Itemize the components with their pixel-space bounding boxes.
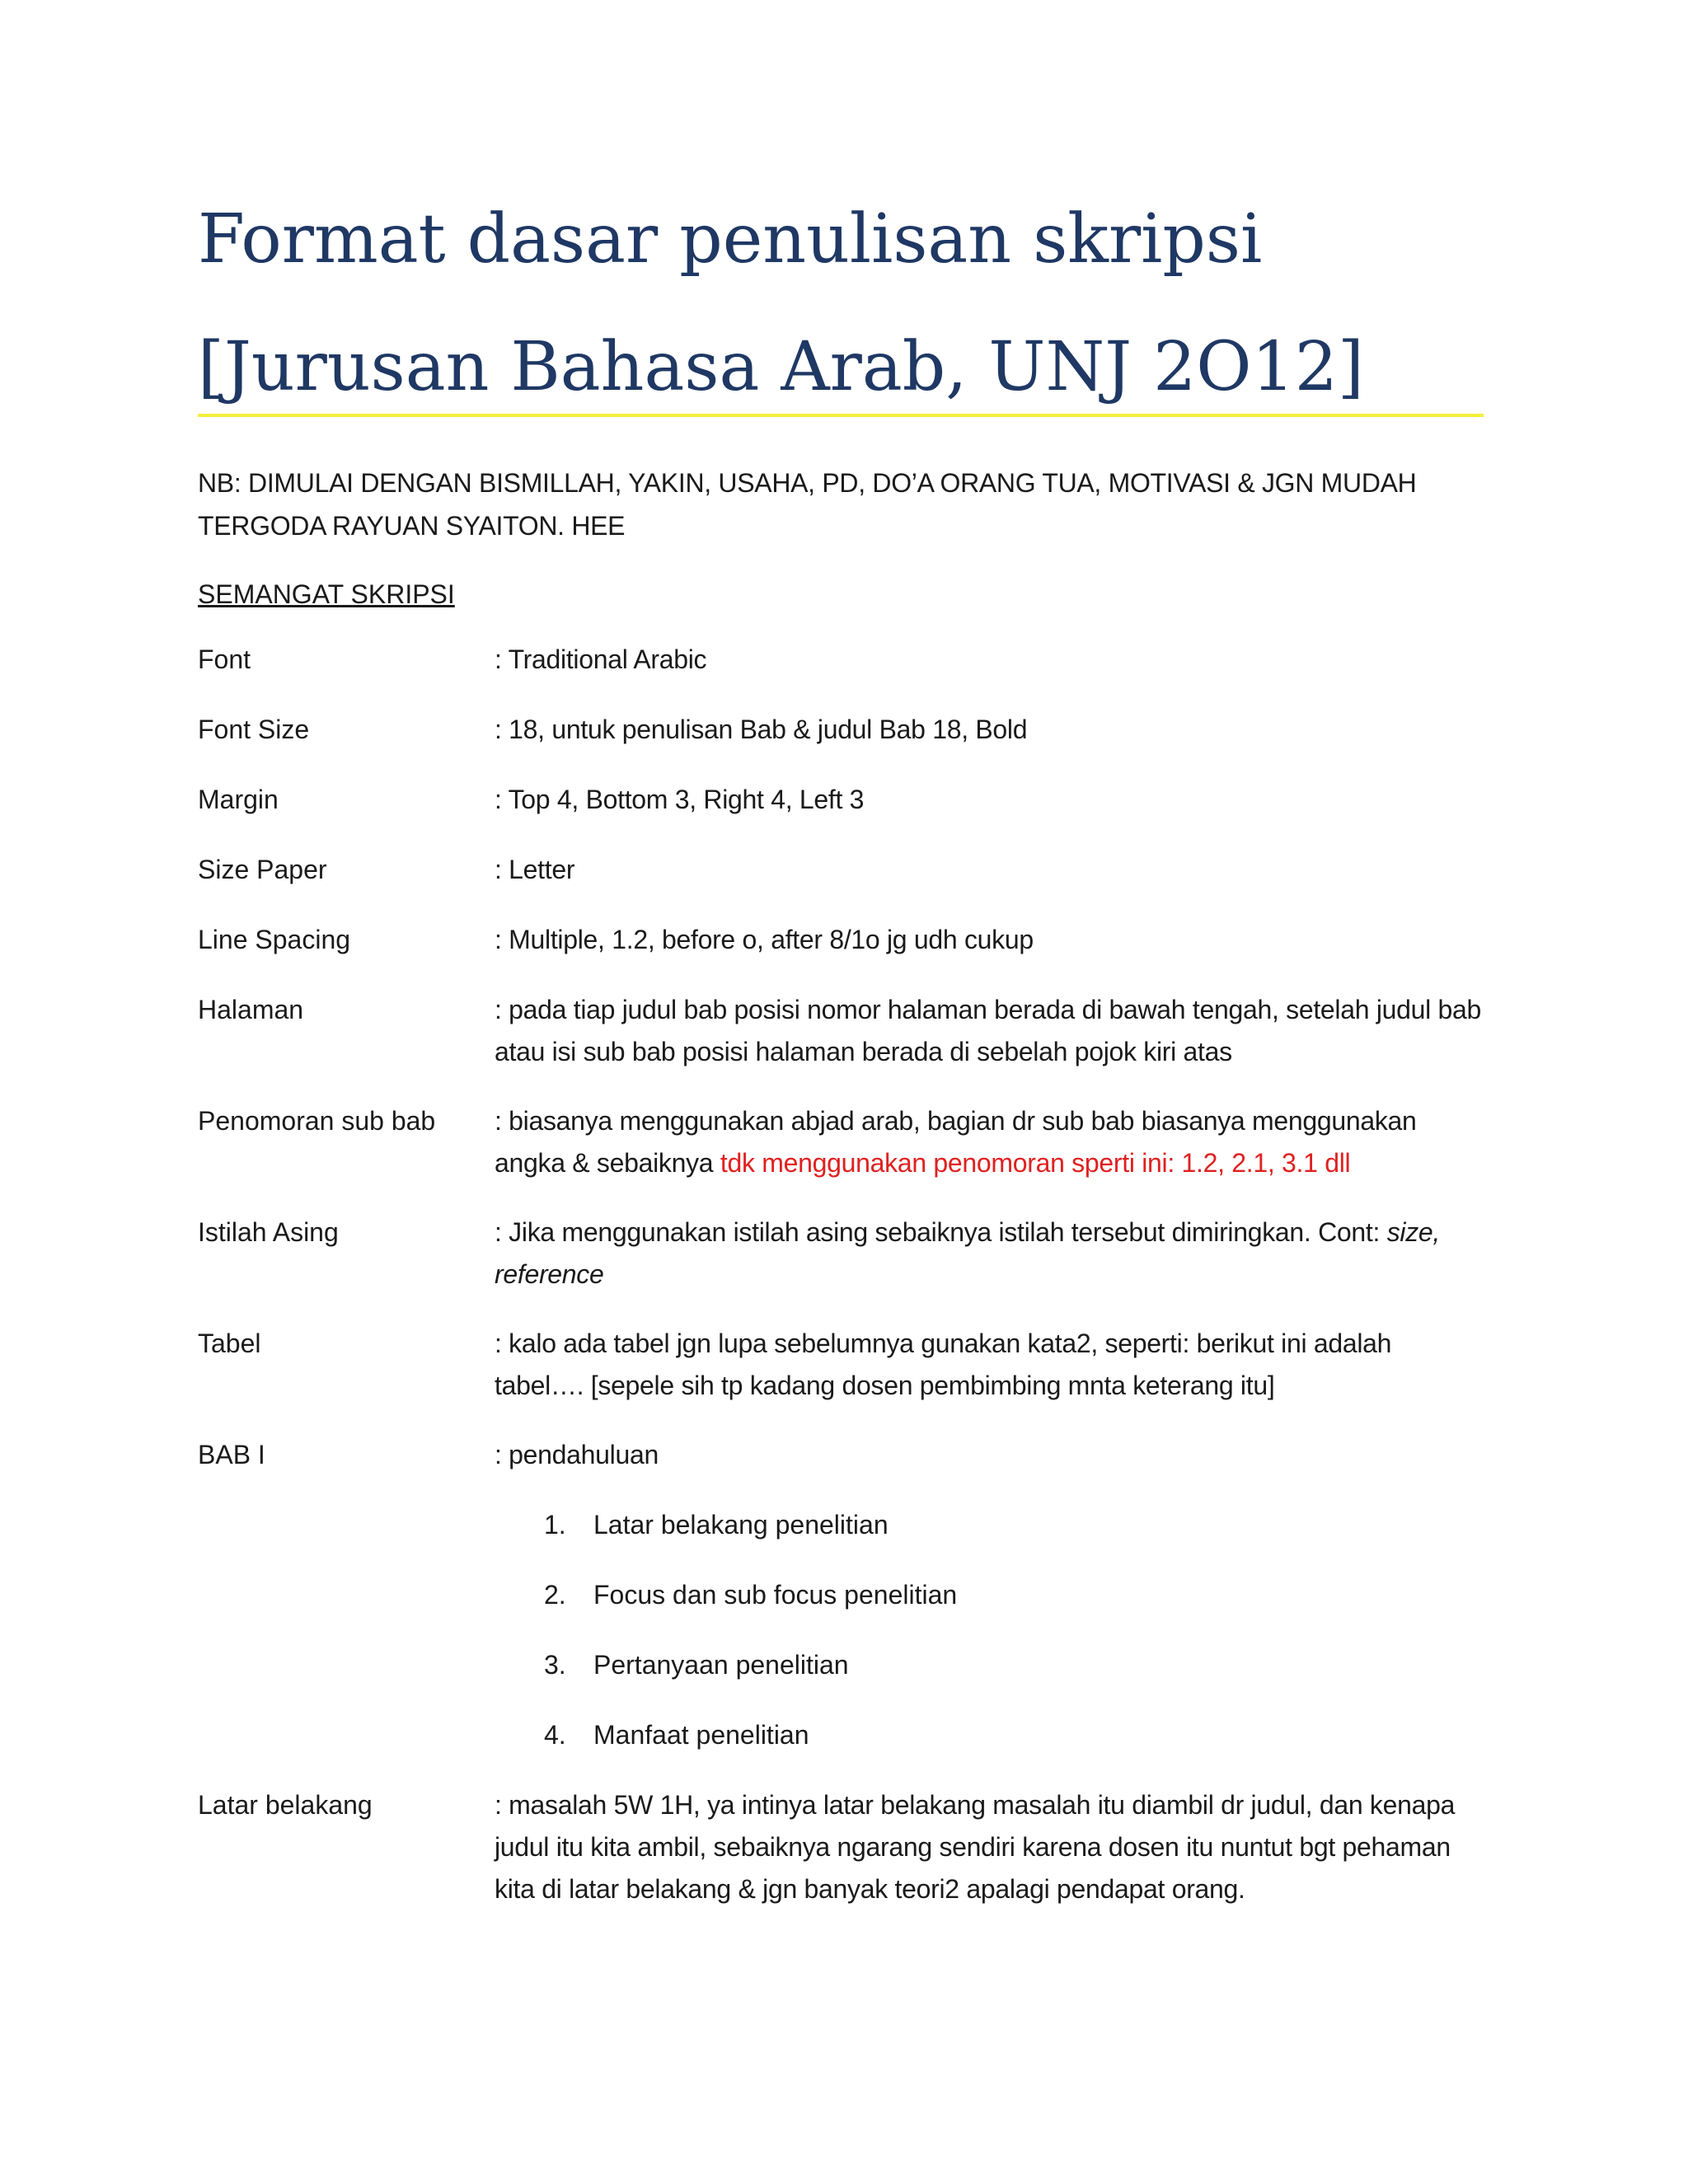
spec-value: : pendahuluan — [495, 1440, 659, 1469]
section-subtitle: SEMANGAT SKRIPSI — [198, 579, 455, 609]
list-item-number: 2. — [544, 1580, 566, 1610]
spec-label: Size Paper — [198, 855, 327, 884]
spec-label: Font — [198, 644, 251, 674]
spec-value — [495, 1212, 1484, 1296]
list-item-number: 1. — [544, 1510, 566, 1540]
spec-label: Tabel — [198, 1329, 261, 1358]
title-underline-rule — [198, 414, 1484, 417]
spec-value: : kalo ada tabel jgn lupa sebelumnya gunakan kata2, seperti: berikut ini adalah tabel…. [sepele sih tp kadang dosen pembimbing mnta keterang itu] — [495, 1329, 1392, 1400]
list-item-text: Latar belakang penelitian — [593, 1510, 889, 1540]
spec-value: : 18, untuk penulisan Bab & judul Bab 18, Bold — [495, 715, 1028, 744]
list-item-text: Manfaat penelitian — [593, 1720, 809, 1750]
spec-label: Penomoran sub bab — [198, 1106, 436, 1136]
spec-value: : masalah 5W 1H, ya intinya latar belakang masalah itu diambil dr judul, dan kenapa judul itu kita ambil, sebaiknya ngarang sendiri karena dosen itu nuntut bgt pehaman kita di latar belakang & jgn banyak teori2 apalagi pendapat orang. — [495, 1790, 1456, 1904]
spec-value: : Traditional Arabic — [495, 644, 707, 674]
spec-label: Halaman — [198, 995, 304, 1024]
spec-value: : Top 4, Bottom 3, Right 4, Left 3 — [495, 785, 865, 814]
spec-value — [495, 1100, 1484, 1184]
spec-label: Margin — [198, 785, 279, 814]
spec-value: : Letter — [495, 855, 575, 884]
spec-value: : pada tiap judul bab posisi nomor halaman berada di bawah tengah, setelah judul bab atau isi sub bab posisi halaman berada di sebelah pojok kiri atas — [495, 995, 1482, 1066]
spec-label: Line Spacing — [198, 925, 351, 954]
spec-label: Istilah Asing — [198, 1217, 339, 1247]
spec-value: : Multiple, 1.2, before o, after 8/1o jg udh cukup — [495, 925, 1034, 954]
list-item-text: Pertanyaan penelitian — [593, 1650, 849, 1680]
spec-value-text: : biasanya menggunakan abjad arab, bagian dr sub bab biasanya menggunakan angka & sebaiknya — [495, 1106, 1417, 1178]
list-item-text: Focus dan sub focus penelitian — [593, 1580, 958, 1610]
list-item-number: 3. — [544, 1650, 566, 1680]
spec-label: Font Size — [198, 715, 310, 744]
document-title-line-1: Format dasar penulisan skripsi — [198, 200, 1263, 279]
spec-value-warning: tdk menggunakan penomoran sperti ini: 1.2, 2.1, 3.1 dll — [720, 1148, 1351, 1178]
list-item-number: 4. — [544, 1720, 566, 1750]
document-title-line-2: [Jurusan Bahasa Arab, UNJ 2O12] — [198, 328, 1364, 406]
nb-note: NB: DIMULAI DENGAN BISMILLAH, YAKIN, USAHA, PD, DO’A ORANG TUA, MOTIVASI & JGN MUDAH TERGODA RAYUAN SYAITON. HEE — [198, 468, 1417, 541]
spec-value-example: size, reference — [495, 1217, 1440, 1289]
spec-value-text: : Jika menggunakan istilah asing sebaiknya istilah tersebut dimiringkan. Cont: — [495, 1217, 1387, 1247]
spec-label: Latar belakang — [198, 1790, 373, 1820]
spec-label: BAB I — [198, 1440, 265, 1469]
